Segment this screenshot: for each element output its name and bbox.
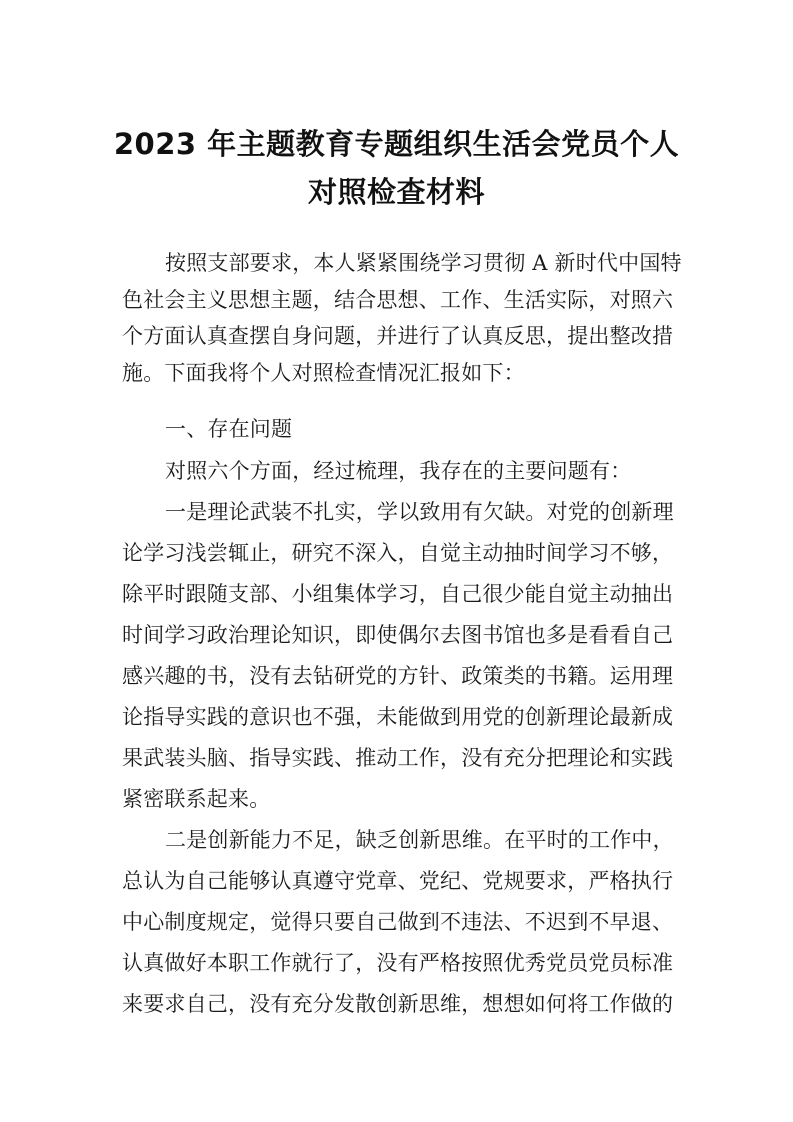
body-line: 时间学习政治理论知识，即使偶尔去图书馆也多是看看自己	[122, 623, 674, 647]
body-line: 色社会主义思想主题，结合思想、工作、生活实际，对照六	[122, 288, 674, 312]
body-line: 按照支部要求，本人紧紧围绕学习贯彻 A 新时代中国特	[165, 251, 682, 275]
body-line: 来要求自己，没有充分发散创新思维，想想如何将工作做的	[122, 992, 674, 1016]
body-line: 感兴趣的书，没有去钻研党的方针、政策类的书籍。运用理	[122, 664, 674, 688]
body-line: 认真做好本职工作就行了，没有严格按照优秀党员党员标准	[122, 951, 674, 975]
body-line: 论指导实践的意识也不强，未能做到用党的创新理论最新成	[122, 705, 674, 729]
body-line: 施。下面我将个人对照检查情况汇报如下：	[122, 361, 525, 385]
body-line: 总认为自己能够认真遵守党章、党纪、党规要求，严格执行	[122, 869, 674, 893]
document-title-line-2: 对照检查材料	[307, 175, 485, 209]
section-heading: 一、存在问题	[165, 417, 293, 441]
body-line: 除平时跟随支部、小组集体学习，自己很少能自觉主动抽出	[122, 582, 674, 606]
body-line: 果武装头脑、指导实践、推动工作，没有充分把理论和实践	[122, 746, 674, 770]
body-line: 一是理论武装不扎实，学以致用有欠缺。对党的创新理	[165, 500, 674, 524]
body-line: 二是创新能力不足，缺乏创新思维。在平时的工作中，	[165, 828, 674, 852]
body-line: 中心制度规定，觉得只要自己做到不违法、不迟到不早退、	[122, 910, 674, 934]
body-line: 论学习浅尝辄止，研究不深入，自觉主动抽时间学习不够，	[122, 541, 674, 565]
body-line: 对照六个方面，经过梳理，我存在的主要问题有：	[165, 459, 632, 483]
document-title-line-1: 2023 年主题教育专题组织生活会党员个人	[113, 127, 680, 161]
body-line: 紧密联系起来。	[122, 787, 271, 811]
body-line: 个方面认真查摆自身问题，并进行了认真反思，提出整改措	[122, 324, 674, 348]
